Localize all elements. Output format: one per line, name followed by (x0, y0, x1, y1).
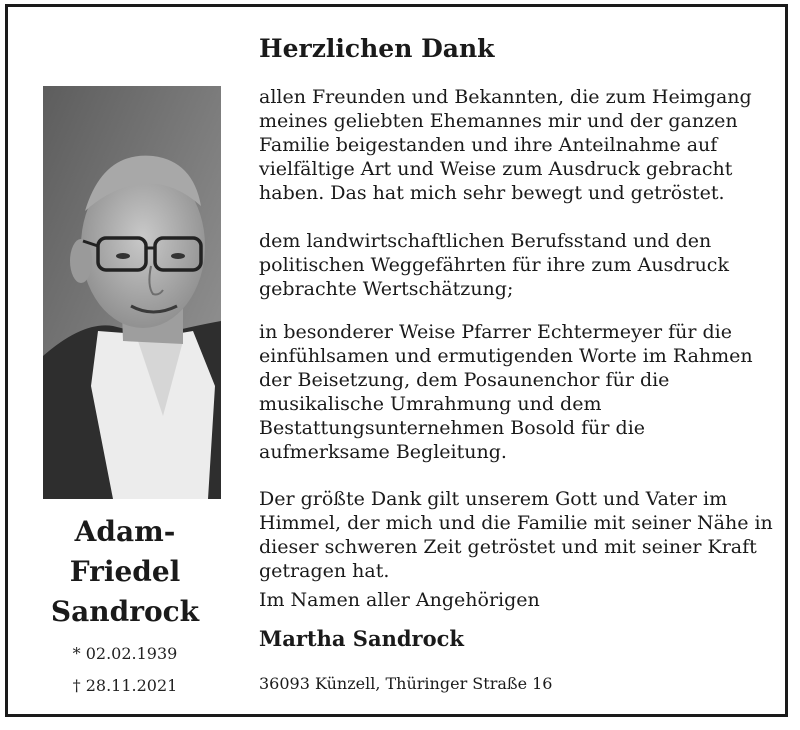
deceased-name-line: Friedel (69, 555, 181, 588)
signer-name: Martha Sandrock (259, 626, 464, 651)
deceased-name-line: Adam- (74, 515, 176, 548)
death-date: † 28.11.2021 (72, 676, 178, 695)
thanks-paragraph: allen Freunden und Bekannten, die zum Heimgang meines geliebten Ehemannes mir und der ganzen Familie beigestanden und ihre Anteilnahme auf vielfältige Art und Weise zum Ausdruck gebracht haben. Das hat mich sehr bewegt und getröstet. (259, 86, 752, 204)
birth-date: * 02.02.1939 (72, 644, 178, 663)
deceased-name-line: Sandrock (50, 595, 200, 628)
deceased-name (30, 512, 220, 632)
portrait-photo (43, 86, 221, 499)
thanks-paragraph: in besonderer Weise Pfarrer Echtermeyer für die einfühlsamen und ermutigenden Worte im Rahmen der Beisetzung, dem Posaunenchor für die musikalische Umrahmung und dem Bestattungsunternehmen Bosold für die aufmerksame Begleitung. (259, 321, 753, 463)
thanks-paragraph: Der größte Dank gilt unserem Gott und Vater im Himmel, der mich und die Familie mit seiner Nähe in dieser schweren Zeit getröstet und mit seiner Kraft getragen hat. (259, 488, 773, 582)
closing-line: Im Namen aller Angehörigen (259, 589, 540, 611)
notice-heading: Herzlichen Dank (259, 34, 495, 63)
thanks-paragraph: dem landwirtschaftlichen Berufsstand und den politischen Weggefährten für ihre zum Ausdruck gebrachte Wertschätzung; (259, 230, 729, 300)
signer-address: 36093 Künzell, Thüringer Straße 16 (259, 674, 553, 693)
